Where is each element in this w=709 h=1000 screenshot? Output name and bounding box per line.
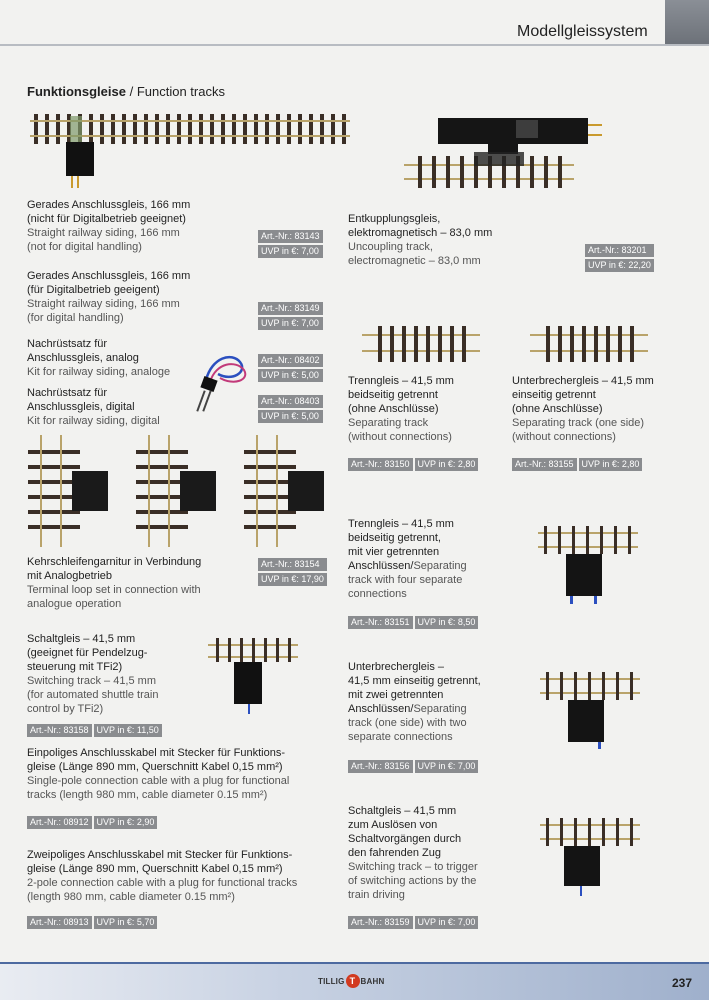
price-tag-83143 (258, 230, 323, 260)
item-83156-de-line4: Anschlüssen (348, 703, 411, 715)
item-83150-en-line2: (without connections) (348, 431, 452, 443)
art-nr-83143: Art.-Nr.: 83143 (258, 230, 323, 243)
item-83155-de-line1: Unterbrechergleis – 41,5 mm (512, 375, 654, 387)
item-83143-en-line2: (not for digital handling) (27, 241, 142, 253)
tillig-bahn-logo (318, 974, 384, 988)
item-08912-en-line2: tracks (length 980 mm, cable diameter 0.15 mm²) (27, 789, 268, 801)
item-83149-en-line1: Straight railway siding, 166 mm (27, 298, 180, 310)
art-nr-83158: Art.-Nr.: 83158 (27, 724, 92, 737)
item-08403-description (27, 386, 197, 428)
uvp-83151: UVP in €: 8,50 (415, 616, 479, 629)
uvp-08912: UVP in €: 2,90 (94, 816, 158, 829)
uvp-08913: UVP in €: 5,70 (94, 916, 158, 929)
item-83159-en-line3: train driving (348, 889, 405, 901)
item-83158-en-line2: (for automated shuttle train (27, 689, 159, 701)
image-separating-track-83155 (530, 322, 648, 366)
item-83154-en-line2: analogue operation (27, 598, 122, 610)
image-switching-track-tfi2 (208, 634, 298, 716)
item-83151-de-line2: beidseitig getrennt, (348, 532, 441, 544)
uvp-83150: UVP in €: 2,80 (415, 458, 479, 471)
item-83158-en-line3: control by TFi2) (27, 703, 104, 715)
item-83155-de-line3: (ohne Anschlüsse) (512, 403, 603, 415)
section-title-en: Function tracks (136, 84, 225, 99)
item-08402-en-line1: Kit for railway siding, analoge (27, 366, 171, 378)
item-83156-de-line2: 41,5 mm einseitig getrennt, (348, 675, 481, 687)
logo-text-right: BAHN (360, 977, 385, 986)
item-83158-de-line1: Schaltgleis – 41,5 mm (27, 633, 136, 645)
image-separating-track-83151 (538, 522, 638, 608)
section-title-separator: / (125, 84, 137, 99)
item-83151-en-line1: Separating (413, 560, 467, 572)
item-83156-de-line3: mit zwei getrennten (348, 689, 444, 701)
item-08912-de-line1: Einpoliges Anschlusskabel mit Stecker für Funktions- (27, 747, 286, 759)
logo-mark: T (346, 974, 360, 988)
item-83158-de-line3: steuerung mit TFi2) (27, 661, 123, 673)
item-83150-de-line1: Trenngleis – 41,5 mm (348, 375, 454, 387)
price-tag-83158 (27, 724, 162, 737)
price-tag-08912 (27, 816, 157, 829)
footer-accent-line (0, 962, 709, 964)
item-83159-de-line4: den fahrenden Zug (348, 847, 441, 859)
uvp-83159: UVP in €: 7,00 (415, 916, 479, 929)
page-header-title: Modellgleissystem (505, 18, 665, 45)
image-uncoupling-track (404, 112, 609, 196)
item-83155-description (512, 374, 692, 444)
art-nr-83201: Art.-Nr.: 83201 (585, 244, 654, 257)
item-83201-en-line2: electromagnetic – 83,0 mm (348, 255, 481, 267)
section-title-de: Funktionsgleise (27, 84, 126, 99)
uvp-83158: UVP in €: 11,50 (94, 724, 162, 737)
price-tag-83159 (348, 916, 478, 929)
item-83151-en-line2: track with four separate (348, 574, 463, 586)
art-nr-08913: Art.-Nr.: 08913 (27, 916, 92, 929)
item-08402-description (27, 337, 197, 379)
art-nr-08402: Art.-Nr.: 08402 (258, 354, 323, 367)
item-83154-de-line1: Kehrschleifengarnitur in Verbindung (27, 556, 202, 568)
art-nr-83149: Art.-Nr.: 83149 (258, 302, 323, 315)
item-83156-en-line3: separate connections (348, 731, 453, 743)
item-83159-description (348, 804, 528, 902)
item-83201-de-line1: Entkupplungsgleis, (348, 213, 441, 225)
price-tag-83149 (258, 302, 323, 332)
item-83143-de-line2: (nicht für Digitalbetrieb geeignet) (27, 213, 186, 225)
price-tag-08403 (258, 395, 323, 425)
item-83154-de-line2: mit Analogbetrieb (27, 570, 112, 582)
art-nr-83151: Art.-Nr.: 83151 (348, 616, 413, 629)
item-83150-en-line1: Separating track (348, 417, 429, 429)
item-83156-en-line2: track (one side) with two (348, 717, 467, 729)
item-83151-de-line1: Trenngleis – 41,5 mm (348, 518, 454, 530)
item-83149-de-line1: Gerades Anschlussgleis, 166 mm (27, 270, 191, 282)
uvp-83149: UVP in €: 7,00 (258, 317, 323, 330)
item-83150-description (348, 374, 508, 444)
item-08403-de-line2: Anschlussgleis, digital (27, 401, 135, 413)
item-08913-de-line2: gleise (Länge 890 mm, Querschnitt Kabel 0,15 mm²) (27, 863, 283, 875)
image-retrofit-kit-cable (192, 352, 252, 422)
art-nr-08912: Art.-Nr.: 08912 (27, 816, 92, 829)
item-83151-line4 (348, 559, 518, 573)
header-corner-block (665, 0, 709, 45)
item-83151-en-line3: connections (348, 588, 407, 600)
art-nr-83150: Art.-Nr.: 83150 (348, 458, 413, 471)
uvp-08403: UVP in €: 5,00 (258, 410, 323, 423)
item-83159-de-line1: Schaltgleis – 41,5 mm (348, 805, 457, 817)
price-tag-83154 (258, 558, 327, 588)
uvp-83155: UVP in €: 2,80 (579, 458, 643, 471)
item-83156-slash: / (410, 703, 414, 715)
price-tag-83150 (348, 458, 478, 471)
price-tag-83155 (512, 458, 642, 471)
price-tag-08402 (258, 354, 323, 384)
item-08403-de-line1: Nachrüstsatz für (27, 387, 108, 399)
item-83150-de-line2: beidseitig getrennt (348, 389, 438, 401)
item-83143-description (27, 198, 257, 254)
price-tag-83156 (348, 760, 478, 773)
item-83156-description (348, 660, 528, 744)
art-nr-83156: Art.-Nr.: 83156 (348, 760, 413, 773)
item-83151-description (348, 517, 518, 601)
item-83150-de-line3: (ohne Anschlüsse) (348, 403, 439, 415)
item-83155-en-line1: Separating track (one side) (512, 417, 645, 429)
item-08912-en-line1: Single-pole connection cable with a plug for functional (27, 775, 290, 787)
item-83158-de-line2: (geeignet für Pendelzug- (27, 647, 148, 659)
item-83158-en-line1: Switching track – 41,5 mm (27, 675, 156, 687)
item-08402-de-line2: Anschlussgleis, analog (27, 352, 139, 364)
uvp-08402: UVP in €: 5,00 (258, 369, 323, 382)
item-83156-line4 (348, 702, 528, 716)
item-83154-en-line1: Terminal loop set in connection with (27, 584, 201, 596)
logo-text-left: TILLIG (318, 977, 345, 986)
item-83201-de-line2: elektromagnetisch – 83,0 mm (348, 227, 493, 239)
image-switching-track-83159 (540, 814, 640, 898)
item-08913-en-line2: (length 980 mm, cable diameter 0.15 mm²) (27, 891, 235, 903)
image-separating-track-83150 (362, 322, 480, 366)
item-83201-en-line1: Uncoupling track, (348, 241, 433, 253)
item-83151-de-line4: Anschlüssen (348, 560, 411, 572)
art-nr-83159: Art.-Nr.: 83159 (348, 916, 413, 929)
art-nr-83155: Art.-Nr.: 83155 (512, 458, 577, 471)
item-08913-description (27, 848, 342, 904)
item-83143-en-line1: Straight railway siding, 166 mm (27, 227, 180, 239)
item-83159-de-line3: Schaltvorgängen durch (348, 833, 462, 845)
price-tag-83201 (585, 244, 654, 274)
item-83154-description (27, 555, 257, 611)
uvp-83201: UVP in €: 22,20 (585, 259, 654, 272)
item-08403-en-line1: Kit for railway siding, digital (27, 415, 160, 427)
item-83201-description (348, 212, 578, 268)
item-08402-de-line1: Nachrüstsatz für (27, 338, 108, 350)
item-83156-en-line1: Separating (413, 703, 467, 715)
item-83159-en-line2: of switching actions by the (348, 875, 477, 887)
item-83149-description (27, 269, 257, 325)
item-83158-description (27, 632, 207, 716)
image-straight-siding-track (30, 106, 350, 192)
image-terminal-loop-set (28, 435, 338, 553)
item-83155-en-line2: (without connections) (512, 431, 616, 443)
item-83155-de-line2: einseitig getrennt (512, 389, 596, 401)
item-08912-description (27, 746, 337, 802)
item-08912-de-line2: gleise (Länge 890 mm, Querschnitt Kabel 0,15 mm²) (27, 761, 283, 773)
section-title (27, 84, 225, 99)
header-divider (0, 44, 709, 46)
page-number: 237 (672, 976, 693, 990)
item-83159-en-line1: Switching track – to trigger (348, 861, 478, 873)
item-83159-de-line2: zum Auslösen von (348, 819, 438, 831)
item-83149-en-line2: (for digital handling) (27, 312, 124, 324)
image-separating-track-83156 (540, 668, 640, 750)
art-nr-08403: Art.-Nr.: 08403 (258, 395, 323, 408)
art-nr-83154: Art.-Nr.: 83154 (258, 558, 327, 571)
uvp-83143: UVP in €: 7,00 (258, 245, 323, 258)
price-tag-83151 (348, 616, 478, 629)
item-08913-de-line1: Zweipoliges Anschlusskabel mit Stecker für Funktions- (27, 849, 293, 861)
item-83143-de-line1: Gerades Anschlussgleis, 166 mm (27, 199, 191, 211)
item-83149-de-line2: (für Digitalbetrieb geeigent) (27, 284, 160, 296)
item-08913-en-line1: 2-pole connection cable with a plug for functional tracks (27, 877, 298, 889)
uvp-83154: UVP in €: 17,90 (258, 573, 327, 586)
item-83151-de-line3: mit vier getrennten (348, 546, 440, 558)
uvp-83156: UVP in €: 7,00 (415, 760, 479, 773)
item-83156-de-line1: Unterbrechergleis – (348, 661, 444, 673)
item-83151-slash: / (410, 560, 414, 572)
price-tag-08913 (27, 916, 157, 929)
